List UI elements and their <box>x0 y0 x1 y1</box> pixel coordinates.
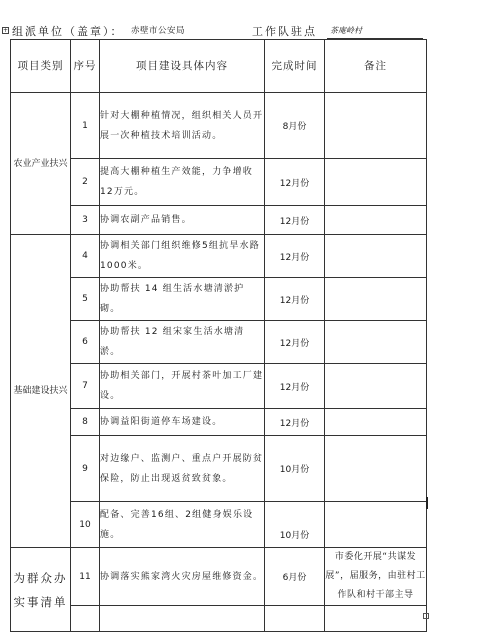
row-content[interactable]: 针对大棚种植情况，组织相关人员开展一次种植技术培训活动。 <box>100 93 265 159</box>
row-remark: 市委化开展“共谋发展”，届服务，由驻村工作队和村干部主导 <box>325 548 427 606</box>
category-agriculture: 农业产业扶兴 <box>11 93 71 235</box>
row-content[interactable]: 对边缘户、监测户、重点户开展防贫保险，防止出现返贫致贫象。 <box>100 436 265 502</box>
unit-label: 组派单位（盖章）： <box>12 25 124 38</box>
row-number: 1 <box>71 93 100 159</box>
row-content[interactable]: 配备、完善16组、2组健身娱乐设施。 <box>100 502 265 548</box>
row-remark <box>325 409 427 436</box>
table-row <box>11 548 427 606</box>
table-row <box>11 364 427 409</box>
row-time: 12月份 <box>265 235 325 278</box>
col-header-time: 完成时间 <box>265 40 325 93</box>
table-row <box>11 502 427 548</box>
table-row <box>11 235 427 278</box>
row-time: 12月份 <box>265 409 325 436</box>
table-row <box>11 321 427 364</box>
row-number: 10 <box>71 502 100 548</box>
row-content[interactable] <box>100 606 265 632</box>
table-row <box>11 436 427 502</box>
row-remark <box>325 364 427 409</box>
row-time: 6月份 <box>265 548 325 606</box>
row-number <box>71 606 100 632</box>
row-time: 12月份 <box>265 321 325 364</box>
row-number: 5 <box>71 278 100 321</box>
row-time: 10月份 <box>265 502 325 548</box>
row-content[interactable]: 协调相关部门组织维修5组抗旱水路1000米。 <box>100 235 265 278</box>
col-header-number: 序号 <box>71 40 100 93</box>
table-row <box>11 409 427 436</box>
col-header-remark: 备注 <box>325 40 427 93</box>
row-remark <box>325 235 427 278</box>
row-content[interactable]: 协助帮扶 14 组生活水塘清淤护砌。 <box>100 278 265 321</box>
station-label: 工作队驻点 <box>252 25 317 38</box>
unit-value: 赤壁市公安局 <box>131 26 186 36</box>
row-number: 6 <box>71 321 100 364</box>
col-header-content: 项目建设具体内容 <box>100 40 265 93</box>
row-number: 3 <box>71 206 100 235</box>
row-time: 12月份 <box>265 159 325 206</box>
table-row <box>11 278 427 321</box>
row-content[interactable]: 协调益阳街道停车场建设。 <box>100 409 265 436</box>
row-time <box>265 606 325 632</box>
table-anchor-icon[interactable]: + <box>3 27 9 34</box>
row-number: 11 <box>71 548 100 606</box>
col-header-category: 项目类别 <box>11 40 71 93</box>
project-table <box>10 39 427 632</box>
row-time: 8月份 <box>265 93 325 159</box>
table-resize-handle[interactable] <box>423 613 429 619</box>
row-remark <box>325 93 427 159</box>
row-remark <box>325 206 427 235</box>
row-remark <box>325 436 427 502</box>
row-content[interactable]: 协调农副产品销售。 <box>100 206 265 235</box>
table-row <box>11 206 427 235</box>
row-remark <box>325 606 427 632</box>
row-time: 10月份 <box>265 436 325 502</box>
row-content[interactable]: 协助相关部门，开展村茶叶加工厂建设。 <box>100 364 265 409</box>
row-resize-handle[interactable] <box>426 497 428 509</box>
row-number: 9 <box>71 436 100 502</box>
row-time: 12月份 <box>265 206 325 235</box>
row-remark <box>325 159 427 206</box>
row-content[interactable]: 协助帮扶 12 组宋家生活水塘清淤。 <box>100 321 265 364</box>
row-number: 8 <box>71 409 100 436</box>
category-infrastructure: 基础建设扶兴 <box>11 235 71 548</box>
row-remark <box>325 278 427 321</box>
row-remark <box>325 502 427 548</box>
row-number: 2 <box>71 159 100 206</box>
table-row <box>11 159 427 206</box>
station-value: 茶庵岭村 <box>330 26 362 35</box>
row-content[interactable]: 提高大棚种植生产效能，力争增收12万元。 <box>100 159 265 206</box>
table-row <box>11 606 427 632</box>
row-remark <box>325 321 427 364</box>
table-row <box>11 93 427 159</box>
row-time: 12月份 <box>265 364 325 409</box>
table-header-row <box>11 40 427 93</box>
row-number: 7 <box>71 364 100 409</box>
category-people-service: 为群众办实事清单 <box>11 548 71 632</box>
row-number: 4 <box>71 235 100 278</box>
row-time: 12月份 <box>265 278 325 321</box>
row-content[interactable]: 协调落实熊家湾火灾房屋维修资金。 <box>100 548 265 606</box>
